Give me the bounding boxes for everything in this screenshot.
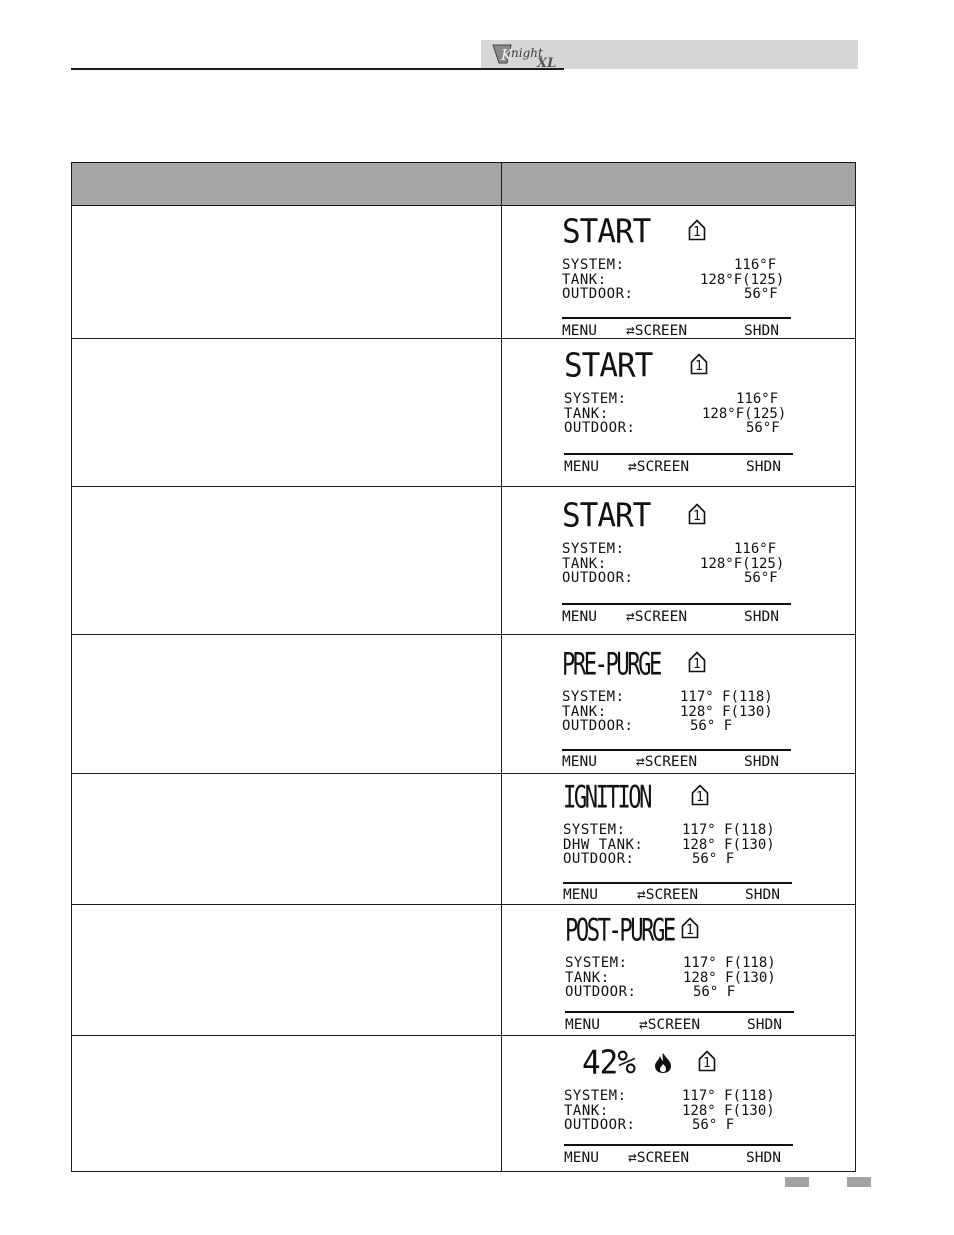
shutdown-softkey[interactable]: SHDN <box>746 459 781 475</box>
operating-state-label: START <box>564 346 653 385</box>
readout-label: OUTDOOR: <box>562 718 634 734</box>
readout-value: 117° F(118) <box>682 1088 775 1104</box>
readout-label: SYSTEM: <box>563 822 626 838</box>
display-divider <box>564 453 793 455</box>
readout-line <box>563 823 793 838</box>
temperature-readouts <box>563 823 793 867</box>
readout-label: OUTDOOR: <box>563 851 635 867</box>
zone-number: 1 <box>695 359 703 374</box>
table-row <box>72 635 855 774</box>
readout-label: TANK: <box>562 703 607 720</box>
display-screen <box>565 913 797 1034</box>
column-divider <box>501 635 502 773</box>
readout-value: 56° F <box>692 1117 735 1133</box>
readout-label: OUTDOOR: <box>565 984 637 1000</box>
screen-softkey[interactable]: ⇄SCREEN <box>628 1150 690 1166</box>
readout-line <box>562 557 792 572</box>
display-divider <box>565 1011 794 1013</box>
readout-line <box>564 392 794 407</box>
readout-line <box>562 571 792 586</box>
readout-line <box>562 258 792 273</box>
zone-number: 1 <box>693 657 701 672</box>
zone-number: 1 <box>686 923 694 938</box>
readout-value: 116°F <box>734 541 777 557</box>
menu-softkey[interactable]: MENU <box>563 887 598 903</box>
column-divider <box>501 774 502 904</box>
column-divider <box>501 487 502 634</box>
table-row <box>72 774 855 905</box>
temperature-readouts <box>564 392 794 436</box>
temperature-readouts <box>562 690 792 734</box>
house-zone-icon <box>691 784 709 806</box>
display-divider <box>562 317 791 319</box>
readout-value: 117° F(118) <box>680 689 773 705</box>
flame-icon <box>654 1052 672 1074</box>
readout-line <box>565 985 795 1000</box>
readout-line <box>562 542 792 557</box>
display-screen <box>564 1043 796 1170</box>
menu-softkey[interactable]: MENU <box>562 609 597 625</box>
column-divider <box>501 905 502 1035</box>
temperature-readouts <box>562 258 792 302</box>
operating-state-label: START <box>562 496 651 535</box>
zone-number: 1 <box>703 1056 711 1071</box>
readout-label: SYSTEM: <box>564 1088 627 1104</box>
operating-state-label: POST-PURGE <box>565 913 674 949</box>
column-divider <box>501 205 502 338</box>
shutdown-softkey[interactable]: SHDN <box>745 887 780 903</box>
readout-value: 56°F <box>746 420 780 436</box>
svg-text:XL: XL <box>537 56 557 69</box>
readout-label: SYSTEM: <box>564 391 627 407</box>
menu-softkey[interactable]: MENU <box>562 323 597 339</box>
readout-line <box>562 690 792 705</box>
readout-line <box>562 287 792 302</box>
shutdown-softkey[interactable]: SHDN <box>744 323 779 339</box>
readout-line <box>564 407 794 422</box>
display-divider <box>562 603 791 605</box>
temperature-readouts <box>565 956 795 1000</box>
shutdown-softkey[interactable]: SHDN <box>744 754 779 770</box>
display-screen <box>563 780 795 903</box>
house-zone-icon <box>688 503 706 525</box>
readout-value: 56°F <box>744 286 778 302</box>
table-row <box>72 205 855 339</box>
readout-label: SYSTEM: <box>562 541 625 557</box>
readout-value: 117° F(118) <box>683 955 776 971</box>
readout-line <box>562 273 792 288</box>
footer-tab-left <box>785 1177 809 1187</box>
readout-line <box>564 1118 794 1133</box>
house-zone-icon <box>690 353 708 375</box>
readout-line <box>562 705 792 720</box>
shutdown-softkey[interactable]: SHDN <box>746 1150 781 1166</box>
readout-label: TANK: <box>562 271 607 288</box>
readout-value: 116°F <box>736 391 779 407</box>
menu-softkey[interactable]: MENU <box>565 1017 600 1033</box>
table-header <box>72 163 855 206</box>
table-row <box>72 1036 855 1172</box>
readout-label: OUTDOOR: <box>562 286 634 302</box>
readout-value: 56° F <box>690 718 733 734</box>
readout-line <box>564 1104 794 1119</box>
readout-line <box>565 956 795 971</box>
svg-text:night: night <box>511 46 543 60</box>
house-zone-icon <box>698 1050 716 1072</box>
readout-value: 128° F(130) <box>682 1102 775 1119</box>
readout-label: SYSTEM: <box>562 689 625 705</box>
operating-state-label: IGNITION <box>563 780 650 816</box>
display-screen <box>562 496 794 633</box>
readout-line <box>565 971 795 986</box>
menu-softkey[interactable]: MENU <box>562 754 597 770</box>
readout-value: 116°F <box>734 257 777 273</box>
readout-value: 117° F(118) <box>682 822 775 838</box>
readout-label: OUTDOOR: <box>562 570 634 586</box>
readout-label: OUTDOOR: <box>564 1117 636 1133</box>
readout-value: 128° F(130) <box>682 836 775 853</box>
house-zone-icon <box>688 651 706 673</box>
house-zone-icon <box>688 219 706 241</box>
screen-softkey[interactable]: ⇄SCREEN <box>636 754 698 770</box>
readout-value: 56° F <box>693 984 736 1000</box>
menu-softkey[interactable]: MENU <box>564 459 599 475</box>
readout-value: 56° F <box>692 851 735 867</box>
zone-number: 1 <box>696 790 704 805</box>
display-screen <box>562 212 794 339</box>
display-screen <box>562 647 794 772</box>
column-divider <box>501 1036 502 1172</box>
temperature-readouts <box>564 1089 794 1133</box>
footer-tab-right <box>847 1177 871 1187</box>
screen-softkey[interactable]: ⇄SCREEN <box>639 1017 701 1033</box>
menu-softkey[interactable]: MENU <box>564 1150 599 1166</box>
house-zone-icon <box>681 917 699 939</box>
readout-label: OUTDOOR: <box>564 420 636 436</box>
zone-number: 1 <box>693 225 701 240</box>
display-divider <box>562 749 791 751</box>
screen-softkey[interactable]: ⇄SCREEN <box>626 609 688 625</box>
status-screens-table <box>71 162 856 1172</box>
readout-label: TANK: <box>564 1102 609 1119</box>
readout-line <box>562 719 792 734</box>
screen-softkey[interactable]: ⇄SCREEN <box>637 887 699 903</box>
readout-line <box>563 838 793 853</box>
column-divider <box>501 339 502 486</box>
svg-text:K: K <box>501 46 513 64</box>
readout-label: TANK: <box>562 555 607 572</box>
readout-label: DHW TANK: <box>563 836 644 853</box>
shutdown-softkey[interactable]: SHDN <box>747 1017 782 1033</box>
readout-line <box>563 852 793 867</box>
column-divider <box>501 163 502 205</box>
table-row <box>72 905 855 1036</box>
readout-value: 128°F(125) <box>700 271 785 288</box>
readout-label: TANK: <box>564 405 609 422</box>
screen-softkey[interactable]: ⇄SCREEN <box>628 459 690 475</box>
temperature-readouts <box>562 542 792 586</box>
operating-state-label: START <box>562 212 651 251</box>
knight-xl-logo <box>489 41 569 69</box>
display-divider <box>563 882 792 884</box>
operating-state-label: 42% <box>582 1043 635 1082</box>
display-screen <box>564 346 796 485</box>
readout-label: TANK: <box>565 969 610 986</box>
zone-number: 1 <box>693 509 701 524</box>
readout-line <box>564 1089 794 1104</box>
readout-value: 128°F(125) <box>700 555 785 572</box>
operating-state-label: PRE-PURGE <box>562 647 660 683</box>
screen-softkey[interactable]: ⇄SCREEN <box>626 323 688 339</box>
readout-value: 56°F <box>744 570 778 586</box>
shutdown-softkey[interactable]: SHDN <box>744 609 779 625</box>
readout-value: 128° F(130) <box>683 969 776 986</box>
display-divider <box>564 1144 793 1146</box>
table-row <box>72 339 855 487</box>
readout-label: SYSTEM: <box>562 257 625 273</box>
table-row <box>72 487 855 635</box>
readout-line <box>564 421 794 436</box>
readout-value: 128°F(125) <box>702 405 787 422</box>
readout-label: SYSTEM: <box>565 955 628 971</box>
readout-value: 128° F(130) <box>680 703 773 720</box>
